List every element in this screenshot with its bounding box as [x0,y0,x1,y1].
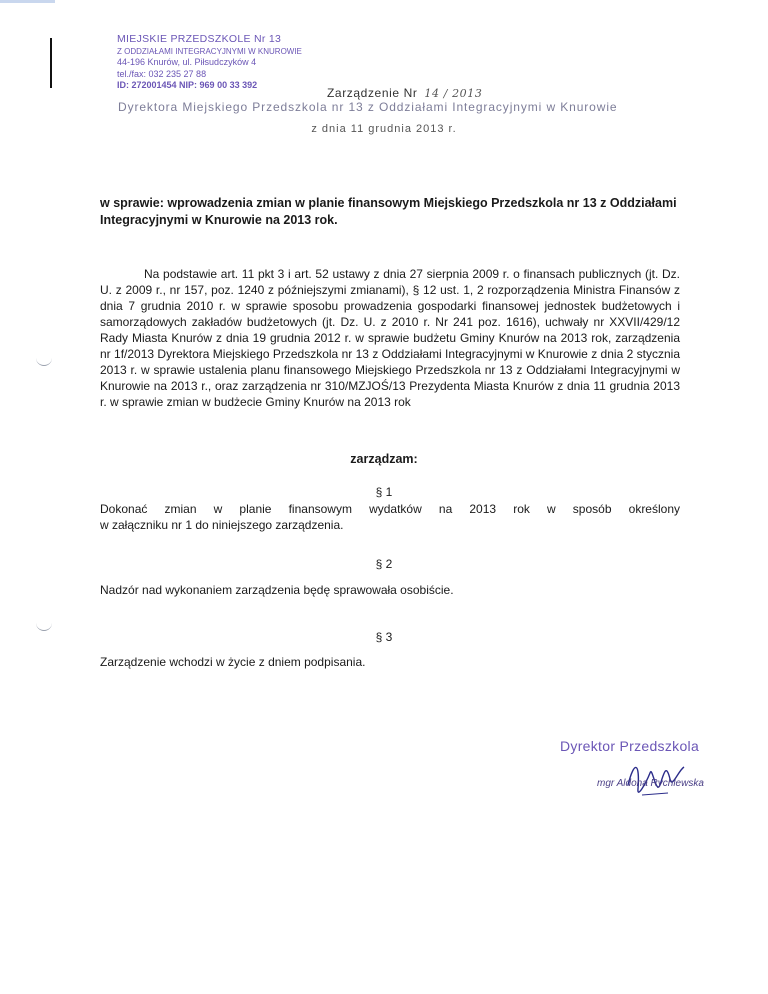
institution-stamp [117,34,302,92]
margin-mark [50,38,52,88]
section-1-text: Dokonać zmian w planie finansowym wydatków na 2013 rok w sposób określony [100,502,680,516]
stamp-line: 44-196 Knurów, ul. Piłsudczyków 4 [117,57,257,67]
section-1-text-continued: w załączniku nr 1 do niniejszego zarządzenia. [100,518,344,532]
document-title [327,86,482,100]
issuer-line: Dyrektora Miejskiego Przedszkola nr 13 z Oddziałami Integracyjnymi w Knurowie [118,100,618,114]
legal-basis-text: Na podstawie art. 11 pkt 3 i art. 52 ustawy z dnia 27 sierpnia 2009 r. o finansach publicznych (jt. Dz. U. z 2009 r., nr 157, poz. 1240 z późniejszymi zmianami), § 12 ust. 1, 2 rozporządzenia Ministra Finansów z dnia 7 grudnia 2010 r. w sprawie sposobu prowadzenia gospodarki finansowej jednostek budżetowych i samorządowych zakładów budżetowych (jt. Dz. U. z 2010 r. Nr 241 poz. 1616), uchwały nr XXVII/429/12 Rady Miasta Knurów z dnia 19 grudnia 2012 r. w sprawie budżetu Gminy Knurów na 2013 rok, zarządzenia nr 1f/2013 Dyrektora Miejskiego Przedszkola nr 13 z Oddziałami Integracyjnymi w Knurowie z dnia 2 stycznia 2013 r. w sprawie ustalenia planu finansowego Miejskiego Przedszkola nr 13 z Oddziałami Integracyjnymi w Knurowie na 2013 r., oraz zarządzenia nr 310/MZJOŚ/13 Prezydenta Miasta Knurów z dnia 11 grudnia 2013 r. w sprawie zmian w budżecie Gminy Knurów na 2013 rok [100,267,680,409]
decision-heading: zarządzam: [350,452,418,466]
stamp-line: ID: 272001454 NIP: 969 00 33 392 [117,80,258,90]
document-date: z dnia 11 grudnia 2013 r. [311,123,457,135]
section-1-heading: § 1 [375,485,393,499]
document-title-text: Zarządzenie Nr [327,86,418,100]
section-3-text: Zarządzenie wchodzi w życie z dniem podpisania. [100,655,366,669]
document-number: 14 / 2013 [424,87,483,100]
legal-basis-paragraph [100,266,680,410]
scan-corner-line [0,0,55,3]
signature-title: Dyrektor Przedszkola [560,738,700,754]
signatory-name: mgr Aldona Rychlewska [597,778,704,789]
stamp-line: tel./fax: 032 235 27 88 [117,68,207,79]
section-2-text: Nadzór nad wykonaniem zarządzenia będę sprawowała osobiście. [100,583,454,597]
section-3-heading: § 3 [375,630,393,644]
punch-hole-mark [36,355,52,366]
stamp-line: Z ODDZIAŁAMI INTEGRACYJNYMI W KNUROWIE [117,46,302,56]
section-2-heading: § 2 [375,557,393,571]
subject: w sprawie: wprowadzenia zmian w planie finansowym Miejskiego Przedszkola nr 13 z Oddziałami Integracyjnymi w Knurowie na 2013 rok. [100,196,677,227]
stamp-line: MIEJSKIE PRZEDSZKOLE Nr 13 [117,33,282,45]
